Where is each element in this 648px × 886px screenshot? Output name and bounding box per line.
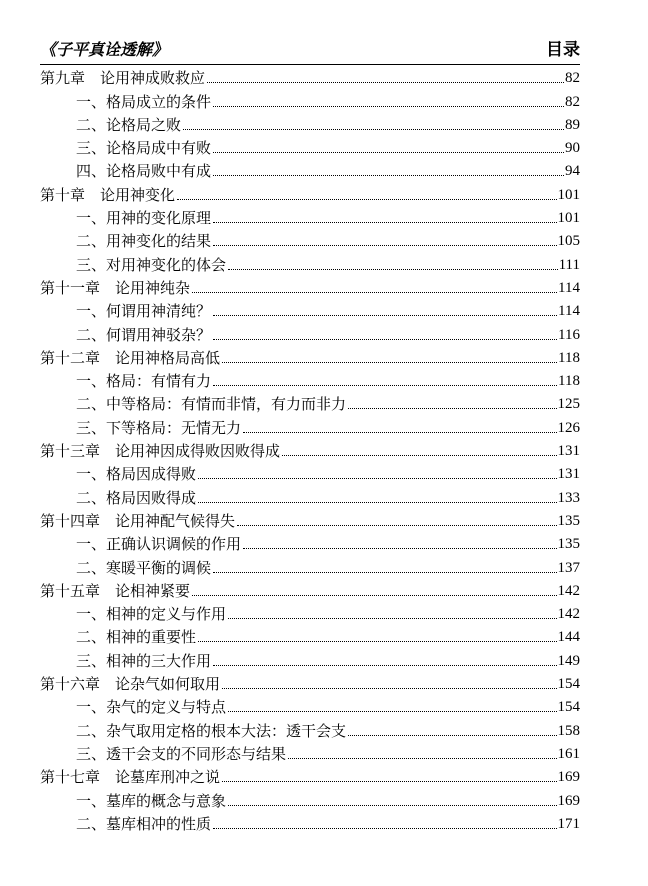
toc-entry-label: 一、杂气的定义与特点 bbox=[76, 698, 227, 717]
dot-leader bbox=[213, 665, 556, 666]
toc-page-number: 142 bbox=[557, 582, 580, 599]
toc-section-row[interactable] bbox=[40, 553, 580, 576]
dot-leader bbox=[213, 106, 564, 107]
toc-entry-label: 第十五章 论相神紧要 bbox=[40, 581, 191, 600]
toc-entry-label: 二、相神的重要性 bbox=[76, 628, 197, 647]
toc-section-row[interactable] bbox=[40, 413, 580, 436]
dot-leader bbox=[237, 525, 556, 526]
dot-leader bbox=[243, 548, 556, 549]
toc-chapter-row[interactable] bbox=[40, 577, 580, 600]
toc-entry-label: 第十四章 论用神配气候得失 bbox=[40, 511, 236, 530]
toc-entry-label: 三、论格局成中有败 bbox=[76, 139, 212, 158]
toc-page-number: 89 bbox=[565, 116, 580, 133]
toc-entry-label: 第十七章 论墓库刑冲之说 bbox=[40, 768, 221, 787]
toc-page-number: 116 bbox=[558, 326, 580, 343]
toc-page-number: 114 bbox=[558, 303, 580, 320]
toc-page-number: 144 bbox=[557, 629, 580, 646]
toc-entry-label: 二、杂气取用定格的根本大法：透干会支 bbox=[76, 721, 347, 740]
dot-leader bbox=[192, 292, 557, 293]
dot-leader bbox=[198, 641, 556, 642]
toc-page-number: 154 bbox=[557, 699, 580, 716]
toc-entry-label: 三、下等格局：无情无力 bbox=[76, 418, 242, 437]
toc-entry-label: 第九章 论用神成败救应 bbox=[40, 69, 206, 88]
toc-entry-label: 第十三章 论用神因成得败因败得成 bbox=[40, 442, 281, 461]
toc-page-number: 135 bbox=[557, 512, 580, 529]
dot-leader bbox=[213, 175, 564, 176]
dot-leader bbox=[192, 595, 556, 596]
toc-entry-label: 一、格局因成得败 bbox=[76, 465, 197, 484]
toc-section-row[interactable] bbox=[40, 623, 580, 646]
toc-page-number: 114 bbox=[558, 279, 580, 296]
toc-chapter-row[interactable] bbox=[40, 64, 580, 87]
toc-page-number: 154 bbox=[557, 676, 580, 693]
toc-entry-label: 二、论格局之败 bbox=[76, 115, 182, 134]
dot-leader bbox=[282, 455, 556, 456]
dot-leader bbox=[213, 315, 557, 316]
toc-chapter-row[interactable] bbox=[40, 180, 580, 203]
toc-section-row[interactable] bbox=[40, 204, 580, 227]
toc-entry-label: 二、墓库相冲的性质 bbox=[76, 814, 212, 833]
dot-leader bbox=[222, 781, 556, 782]
toc-page-number: 90 bbox=[565, 140, 580, 157]
section-title: 目录 bbox=[546, 40, 580, 60]
table-of-contents bbox=[40, 64, 580, 833]
toc-page-number: 118 bbox=[558, 349, 580, 366]
toc-entry-label: 一、格局成立的条件 bbox=[76, 92, 212, 111]
toc-page-number: 105 bbox=[557, 233, 580, 250]
toc-entry-label: 一、墓库的概念与意象 bbox=[76, 791, 227, 810]
toc-section-row[interactable] bbox=[40, 297, 580, 320]
toc-section-row[interactable] bbox=[40, 646, 580, 669]
toc-section-row[interactable] bbox=[40, 250, 580, 273]
dot-leader bbox=[198, 478, 556, 479]
toc-page-number: 82 bbox=[565, 70, 580, 87]
toc-entry-label: 二、何谓用神驳杂？ bbox=[76, 325, 212, 344]
toc-section-row[interactable] bbox=[40, 367, 580, 390]
toc-page-number: 118 bbox=[558, 373, 580, 390]
toc-section-row[interactable] bbox=[40, 227, 580, 250]
toc-page-number: 142 bbox=[557, 606, 580, 623]
dot-leader bbox=[228, 711, 556, 712]
dot-leader bbox=[213, 222, 556, 223]
toc-section-row[interactable] bbox=[40, 157, 580, 180]
toc-section-row[interactable] bbox=[40, 134, 580, 157]
dot-leader bbox=[288, 758, 556, 759]
toc-entry-label: 一、相神的定义与作用 bbox=[76, 605, 227, 624]
toc-entry-label: 二、格局因败得成 bbox=[76, 488, 197, 507]
dot-leader bbox=[207, 82, 564, 83]
toc-chapter-row[interactable] bbox=[40, 344, 580, 367]
toc-entry-label: 一、用神的变化原理 bbox=[76, 209, 212, 228]
toc-page-number: 82 bbox=[565, 93, 580, 110]
toc-entry-label: 第十六章 论杂气如何取用 bbox=[40, 675, 221, 694]
dot-leader bbox=[228, 618, 556, 619]
toc-page-number: 133 bbox=[557, 489, 580, 506]
toc-entry-label: 一、何谓用神清纯？ bbox=[76, 302, 212, 321]
toc-section-row[interactable] bbox=[40, 600, 580, 623]
dot-leader bbox=[243, 432, 556, 433]
toc-page-number: 161 bbox=[557, 745, 580, 762]
toc-page-number: 169 bbox=[557, 769, 580, 786]
dot-leader bbox=[198, 502, 556, 503]
toc-page-number: 131 bbox=[557, 466, 580, 483]
toc-entry-label: 三、透干会支的不同形态与结果 bbox=[76, 744, 287, 763]
toc-entry-label: 第十一章 论用神纯杂 bbox=[40, 278, 191, 297]
toc-entry-label: 一、格局：有情有力 bbox=[76, 372, 212, 391]
toc-chapter-row[interactable] bbox=[40, 670, 580, 693]
dot-leader bbox=[213, 385, 557, 386]
toc-page-number: 169 bbox=[557, 792, 580, 809]
toc-chapter-row[interactable] bbox=[40, 437, 580, 460]
toc-chapter-row[interactable] bbox=[40, 507, 580, 530]
toc-page-number: 125 bbox=[557, 396, 580, 413]
dot-leader bbox=[348, 735, 556, 736]
toc-entry-label: 二、用神变化的结果 bbox=[76, 232, 212, 251]
toc-page-number: 171 bbox=[557, 815, 580, 832]
toc-page-number: 94 bbox=[565, 163, 580, 180]
dot-leader bbox=[213, 245, 556, 246]
toc-section-row[interactable] bbox=[40, 740, 580, 763]
toc-entry-label: 三、对用神变化的体会 bbox=[76, 255, 227, 274]
toc-section-row[interactable] bbox=[40, 786, 580, 809]
dot-leader bbox=[213, 828, 556, 829]
dot-leader bbox=[222, 688, 556, 689]
toc-section-row[interactable] bbox=[40, 483, 580, 506]
toc-entry-label: 第十二章 论用神格局高低 bbox=[40, 348, 221, 367]
toc-section-row[interactable] bbox=[40, 320, 580, 343]
dot-leader bbox=[222, 362, 557, 363]
dot-leader bbox=[213, 339, 557, 340]
toc-page-number: 131 bbox=[557, 443, 580, 460]
toc-section-row[interactable] bbox=[40, 111, 580, 134]
toc-section-row[interactable] bbox=[40, 87, 580, 110]
dot-leader bbox=[228, 805, 556, 806]
dot-leader bbox=[228, 269, 558, 270]
toc-entry-label: 四、论格局败中有成 bbox=[76, 162, 212, 181]
toc-page-number: 101 bbox=[557, 186, 580, 203]
toc-page-number: 111 bbox=[558, 256, 580, 273]
toc-section-row[interactable] bbox=[40, 716, 580, 739]
toc-page-number: 137 bbox=[557, 559, 580, 576]
toc-section-row[interactable] bbox=[40, 530, 580, 553]
dot-leader bbox=[177, 199, 556, 200]
toc-entry-label: 二、中等格局：有情而非情，有力而非力 bbox=[76, 395, 347, 414]
dot-leader bbox=[348, 408, 556, 409]
toc-section-row[interactable] bbox=[40, 390, 580, 413]
toc-page-number: 126 bbox=[557, 419, 580, 436]
toc-page-number: 158 bbox=[557, 722, 580, 739]
toc-entry-label: 二、寒暖平衡的调候 bbox=[76, 558, 212, 577]
dot-leader bbox=[213, 152, 564, 153]
toc-page-number: 101 bbox=[557, 210, 580, 227]
toc-entry-label: 一、正确认识调候的作用 bbox=[76, 535, 242, 554]
toc-chapter-row[interactable] bbox=[40, 274, 580, 297]
toc-section-row[interactable] bbox=[40, 693, 580, 716]
page-header bbox=[40, 38, 580, 65]
toc-entry-label: 第十章 论用神变化 bbox=[40, 185, 176, 204]
toc-section-row[interactable] bbox=[40, 810, 580, 833]
dot-leader bbox=[213, 572, 556, 573]
book-title: 《子平真诠透解》 bbox=[40, 40, 169, 59]
toc-page-number: 135 bbox=[557, 536, 580, 553]
dot-leader bbox=[183, 129, 564, 130]
toc-page-number: 149 bbox=[557, 652, 580, 669]
toc-section-row[interactable] bbox=[40, 460, 580, 483]
toc-chapter-row[interactable] bbox=[40, 763, 580, 786]
toc-entry-label: 三、相神的三大作用 bbox=[76, 651, 212, 670]
